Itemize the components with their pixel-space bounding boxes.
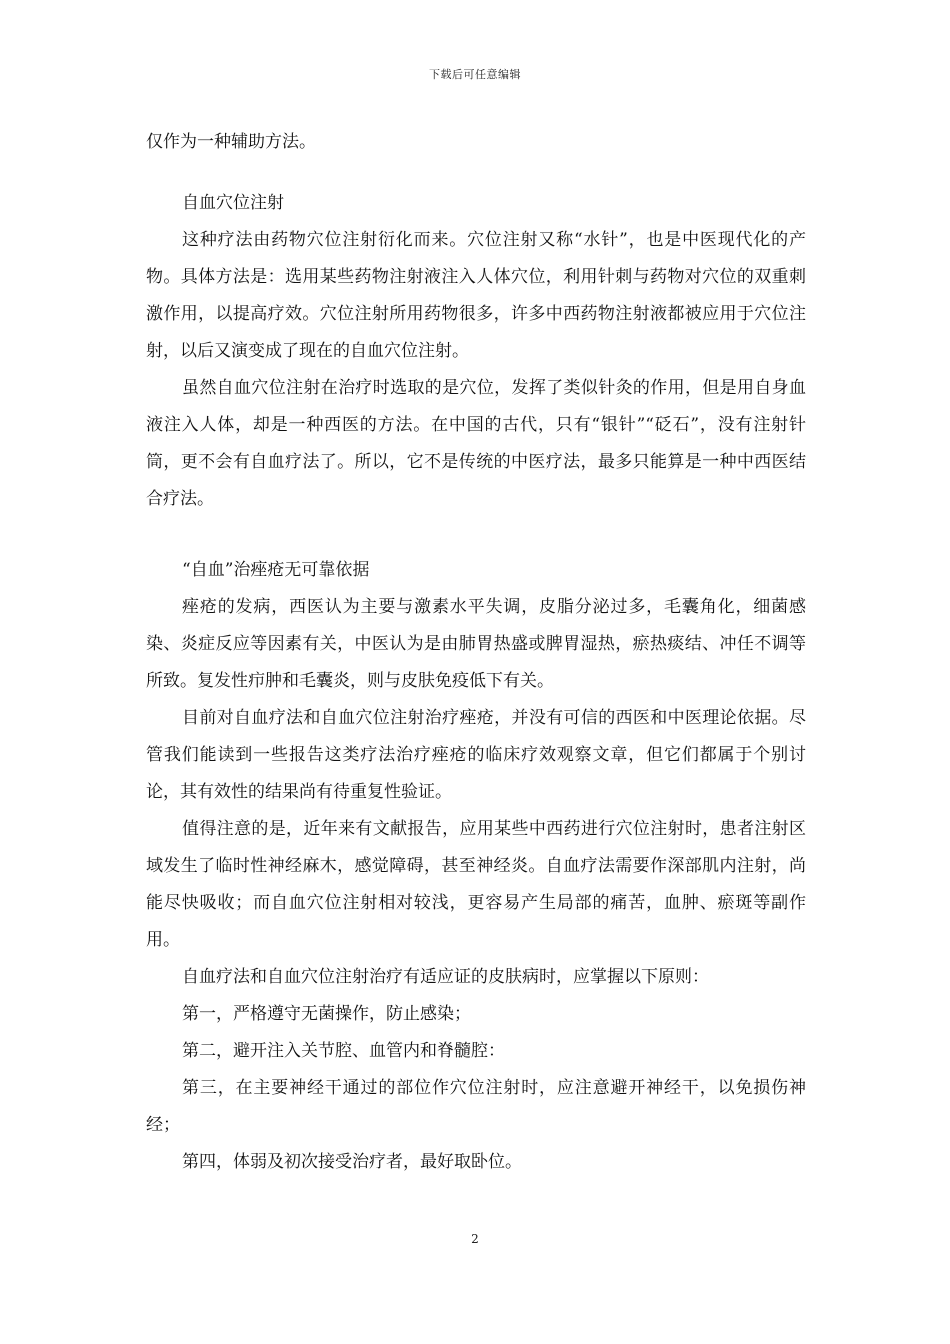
principle-item-3: 第三，在主要神经干通过的部位作穴位注射时，应注意避开神经干，以免损伤神经； <box>146 1078 806 1135</box>
document-body <box>146 124 806 1181</box>
section-heading-acupoint-injection: 自血穴位注射 <box>182 193 284 213</box>
paragraph-side-effects: 值得注意的是，近年来有文献报告，应用某些中西药进行穴位注射时，患者注射区域发生了临时性神经麻木，感觉障碍，甚至神经炎。自血疗法需要作深部肌内注射，尚能尽快吸收；而自血穴位注射相对较浅，更容易产生局部的痛苦，血肿、瘀斑等副作用。 <box>146 819 806 950</box>
spacer <box>146 161 806 185</box>
section-heading-acne-evidence: “自血”治痤疮无可靠依据 <box>182 560 370 580</box>
paragraph-no-evidence: 目前对自血疗法和自血穴位注射治疗痤疮，并没有可信的西医和中医理论依据。尽管我们能读到一些报告这类疗法治疗痤疮的临床疗效观察文章，但它们都属于个别讨论，其有效性的结果尚有待重复性验证。 <box>146 708 806 802</box>
paragraph-western-method: 虽然自血穴位注射在治疗时选取的是穴位，发挥了类似针灸的作用，但是用自身血液注入人体，却是一种西医的方法。在中国的古代，只有“银针”“砭石”，没有注射针筒，更不会有自血疗法了。所以，它不是传统的中医疗法，最多只能算是一种中西医结合疗法。 <box>146 378 806 509</box>
spacer <box>146 518 806 552</box>
paragraph-intro: 仅作为一种辅助方法。 <box>146 132 316 152</box>
paragraph-acne-causes: 痤疮的发病，西医认为主要与激素水平失调，皮脂分泌过多，毛囊角化，细菌感染、炎症反应等因素有关，中医认为是由肺胃热盛或脾胃湿热，瘀热痰结、冲任不调等所致。复发性疖肿和毛囊炎，则与皮肤免疫低下有关。 <box>146 597 806 691</box>
page-number: 2 <box>471 1232 479 1246</box>
principle-item-2: 第二，避开注入关节腔、血管内和脊髓腔： <box>182 1041 505 1061</box>
paragraph-principles-intro: 自血疗法和自血穴位注射治疗有适应证的皮肤病时，应掌握以下原则： <box>182 967 709 987</box>
principle-item-4: 第四，体弱及初次接受治疗者，最好取卧位。 <box>182 1152 522 1172</box>
paragraph-acupoint-origin: 这种疗法由药物穴位注射衍化而来。穴位注射又称“水针”，也是中医现代化的产物。具体方法是：选用某些药物注射液注入人体穴位，利用针刺与药物对穴位的双重刺激作用，以提高疗效。穴位注射所用药物很多，许多中西药物注射液都被应用于穴位注射，以后又演变成了现在的自血穴位注射。 <box>146 230 806 361</box>
principle-item-1: 第一，严格遵守无菌操作，防止感染； <box>182 1004 471 1024</box>
page-header: 下载后可任意编辑 <box>429 68 521 81</box>
